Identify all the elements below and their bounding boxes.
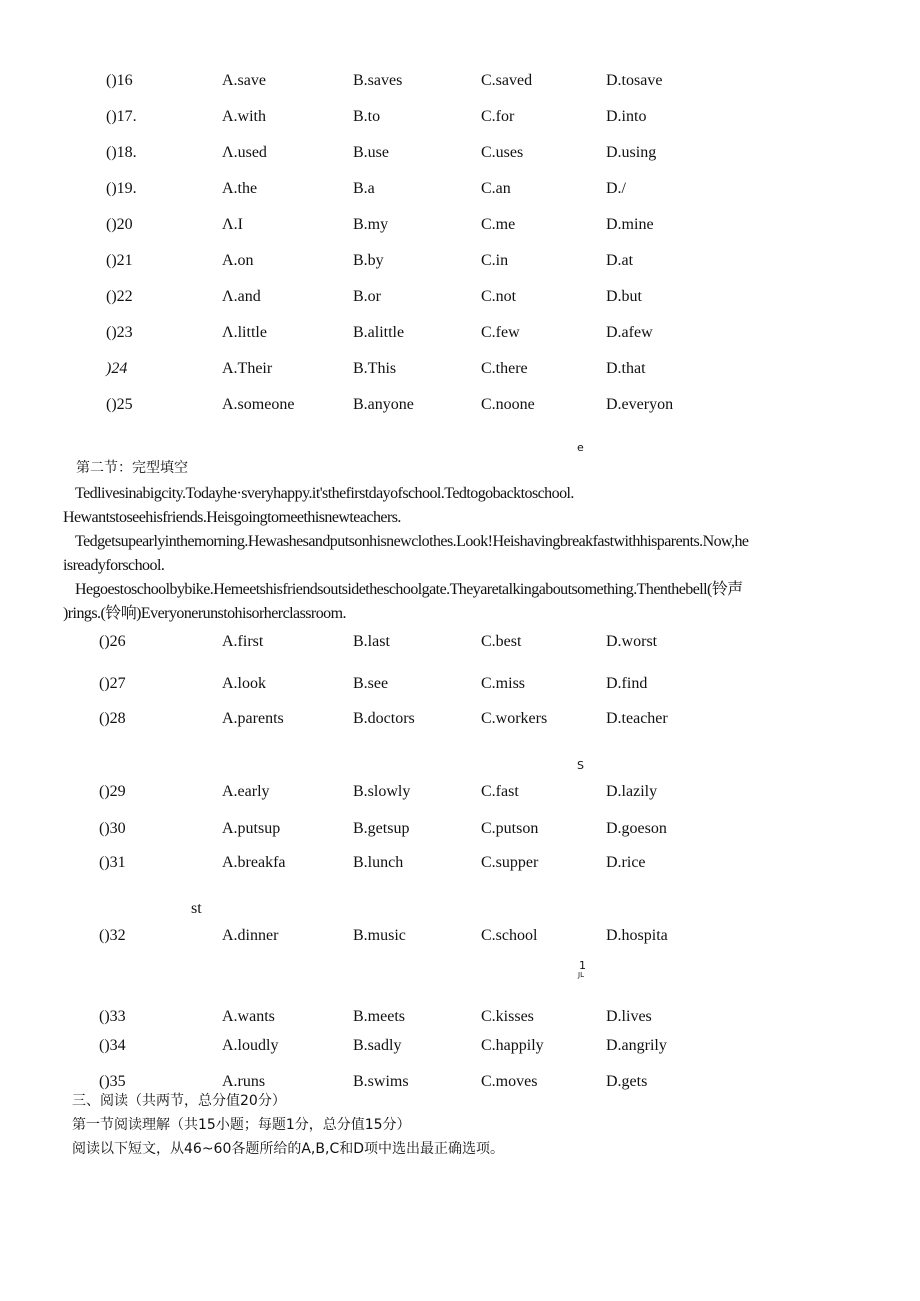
question-number: ()26 <box>99 633 126 650</box>
option-a: A.runs <box>222 1073 266 1090</box>
option-a: Λ.little <box>222 324 267 341</box>
option-b: B.sadly <box>353 1037 402 1054</box>
passage-line: Tedgetsupearlyinthemorning.Hewashesandputsonhisnewclothes.Look!Heishavingbreakfastwithhisparents.Now,he <box>75 533 749 550</box>
option-d: D.lazily <box>606 783 658 800</box>
option-c: C.miss <box>481 675 526 692</box>
option-d: D.lives <box>606 1008 652 1025</box>
option-b: B.meets <box>353 1008 405 1025</box>
stray-fragment-e: e <box>577 441 584 454</box>
option-c: C.for <box>481 108 515 125</box>
option-a: A.loudly <box>222 1037 279 1054</box>
option-d: D.tosave <box>606 72 663 89</box>
option-a: A.dinner <box>222 927 279 944</box>
option-c: C.putson <box>481 820 539 837</box>
option-a: A.someone <box>222 396 295 413</box>
option-a: A.with <box>222 108 266 125</box>
question-row-27 <box>0 672 920 696</box>
option-a: A.save <box>222 72 266 89</box>
option-d: D.that <box>606 360 646 377</box>
stray-fragment-1: 1 <box>579 959 586 972</box>
question-number: ()35 <box>99 1073 126 1090</box>
passage <box>63 482 863 626</box>
option-c: C.there <box>481 360 528 377</box>
option-b: B.music <box>353 927 406 944</box>
question-row-32 <box>0 924 920 948</box>
option-b: B.doctors <box>353 710 415 727</box>
section3-title: 三、阅读（共两节，总分值20分） <box>72 1093 286 1109</box>
question-number: ()21 <box>106 252 133 269</box>
question-row-30 <box>0 817 920 841</box>
wrapped-fragment-row <box>0 897 920 921</box>
option-d: D.rice <box>606 854 646 871</box>
option-b: B.This <box>353 360 397 377</box>
option-a: A.parents <box>222 710 284 727</box>
option-c: C.fast <box>481 783 519 800</box>
option-b: B.last <box>353 633 390 650</box>
option-b: B.my <box>353 216 389 233</box>
option-d: D.teacher <box>606 710 668 727</box>
option-d: D.worst <box>606 633 658 650</box>
option-c: C.few <box>481 324 520 341</box>
option-a: A.early <box>222 783 270 800</box>
option-c: C.best <box>481 633 522 650</box>
section2-title: 第二节：完型填空 <box>76 460 188 476</box>
passage-line: isreadyforschool. <box>63 557 165 574</box>
option-a: A.on <box>222 252 254 269</box>
option-c: C.happily <box>481 1037 544 1054</box>
option-d: D.everyon <box>606 396 674 413</box>
option-a: A.Their <box>222 360 273 377</box>
option-d: D.goeson <box>606 820 667 837</box>
option-a: A.wants <box>222 1008 275 1025</box>
option-b: B.alittle <box>353 324 405 341</box>
question-number: ()31 <box>99 854 126 871</box>
question-number: ()28 <box>99 710 126 727</box>
option-b: B.swims <box>353 1073 409 1090</box>
question-number: ()19. <box>106 180 137 197</box>
option-c: C.workers <box>481 710 548 727</box>
option-d: D.afew <box>606 324 653 341</box>
question-number: ()23 <box>106 324 133 341</box>
question-row-16 <box>0 69 920 93</box>
question-row-20 <box>0 213 920 237</box>
option-c: C.kisses <box>481 1008 534 1025</box>
question-row-31 <box>0 851 920 875</box>
option-c: C.an <box>481 180 511 197</box>
option-a: Λ.I <box>222 216 243 233</box>
option-b: B.a <box>353 180 375 197</box>
option-d: D.gets <box>606 1073 648 1090</box>
option-a: A.first <box>222 633 264 650</box>
question-number: ()30 <box>99 820 126 837</box>
question-number: ()32 <box>99 927 126 944</box>
option-b: B.by <box>353 252 384 269</box>
option-d: D.angrily <box>606 1037 667 1054</box>
option-a: A.the <box>222 180 258 197</box>
question-number: ()33 <box>99 1008 126 1025</box>
option-c: C.not <box>481 288 517 305</box>
question-row-18 <box>0 141 920 165</box>
question-number: ()17. <box>106 108 137 125</box>
stray-fragment-st: st <box>191 900 202 917</box>
passage-line: Hewantstoseehisfriends.Heisgoingtomeethisnewteachers. <box>63 509 401 526</box>
option-c: C.uses <box>481 144 524 161</box>
question-number: ()34 <box>99 1037 126 1054</box>
option-c: C.saved <box>481 72 533 89</box>
option-d: D.into <box>606 108 647 125</box>
question-row-19 <box>0 177 920 201</box>
question-row-22 <box>0 285 920 309</box>
question-number: ()22 <box>106 288 133 305</box>
option-d: D.at <box>606 252 634 269</box>
option-a: Λ.used <box>222 144 267 161</box>
question-number: ()25 <box>106 396 133 413</box>
question-row-24 <box>0 357 920 381</box>
question-row-17 <box>0 105 920 129</box>
section3-subtitle: 第一节阅读理解（共15小题；每题1分，总分值15分） <box>72 1117 411 1133</box>
option-a: A.look <box>222 675 266 692</box>
option-c: C.supper <box>481 854 539 871</box>
option-d: D.mine <box>606 216 654 233</box>
question-row-28 <box>0 707 920 731</box>
option-d: D./ <box>606 180 626 197</box>
option-b: B.getsup <box>353 820 410 837</box>
option-c: C.in <box>481 252 509 269</box>
option-d: D.find <box>606 675 648 692</box>
option-b: B.lunch <box>353 854 404 871</box>
stray-fragment-stack <box>578 960 586 980</box>
option-b: B.saves <box>353 72 403 89</box>
question-row-29 <box>0 780 920 804</box>
question-row-26 <box>0 630 920 654</box>
option-b: B.to <box>353 108 381 125</box>
stray-fragment-s: S <box>577 759 584 772</box>
option-d: D.but <box>606 288 642 305</box>
question-row-25 <box>0 393 920 417</box>
option-b: B.see <box>353 675 389 692</box>
option-d: D.using <box>606 144 657 161</box>
option-a: A.putsup <box>222 820 281 837</box>
option-a: Λ.and <box>222 288 261 305</box>
question-row-34 <box>0 1034 920 1058</box>
option-c: C.noone <box>481 396 535 413</box>
passage-line: )rings.(铃响)Everyonerunstohisorherclassroom. <box>63 605 346 622</box>
question-row-21 <box>0 249 920 273</box>
option-b: B.slowly <box>353 783 411 800</box>
option-a: A.breakfa <box>222 854 286 871</box>
question-number: ()18. <box>106 144 137 161</box>
option-b: B.anyone <box>353 396 414 413</box>
question-number: ()16 <box>106 72 133 89</box>
question-number: )24 <box>106 360 128 377</box>
passage-line: Hegoestoschoolbybike.Hemeetshisfriendsoutsidetheschoolgate.Theyaretalkingaboutsomething.Thenthebell(铃声 <box>75 581 743 598</box>
option-d: D.hospita <box>606 927 668 944</box>
section3-instructions: 阅读以下短文，从46~60各题所给的A,B,C和D项中选出最正确选项。 <box>72 1141 504 1157</box>
option-b: B.or <box>353 288 381 305</box>
question-row-33 <box>0 1005 920 1029</box>
question-number: ()29 <box>99 783 126 800</box>
stray-fragment-jl: JL <box>578 971 584 979</box>
question-row-23 <box>0 321 920 345</box>
option-b: B.use <box>353 144 389 161</box>
option-c: C.moves <box>481 1073 538 1090</box>
question-number: ()20 <box>106 216 133 233</box>
option-c: C.me <box>481 216 516 233</box>
option-c: C.school <box>481 927 538 944</box>
question-number: ()27 <box>99 675 126 692</box>
passage-line: Tedlivesinabigcity.Todayhe·sveryhappy.it'sthefirstdayofschool.Tedtogobacktoschool. <box>75 485 574 502</box>
